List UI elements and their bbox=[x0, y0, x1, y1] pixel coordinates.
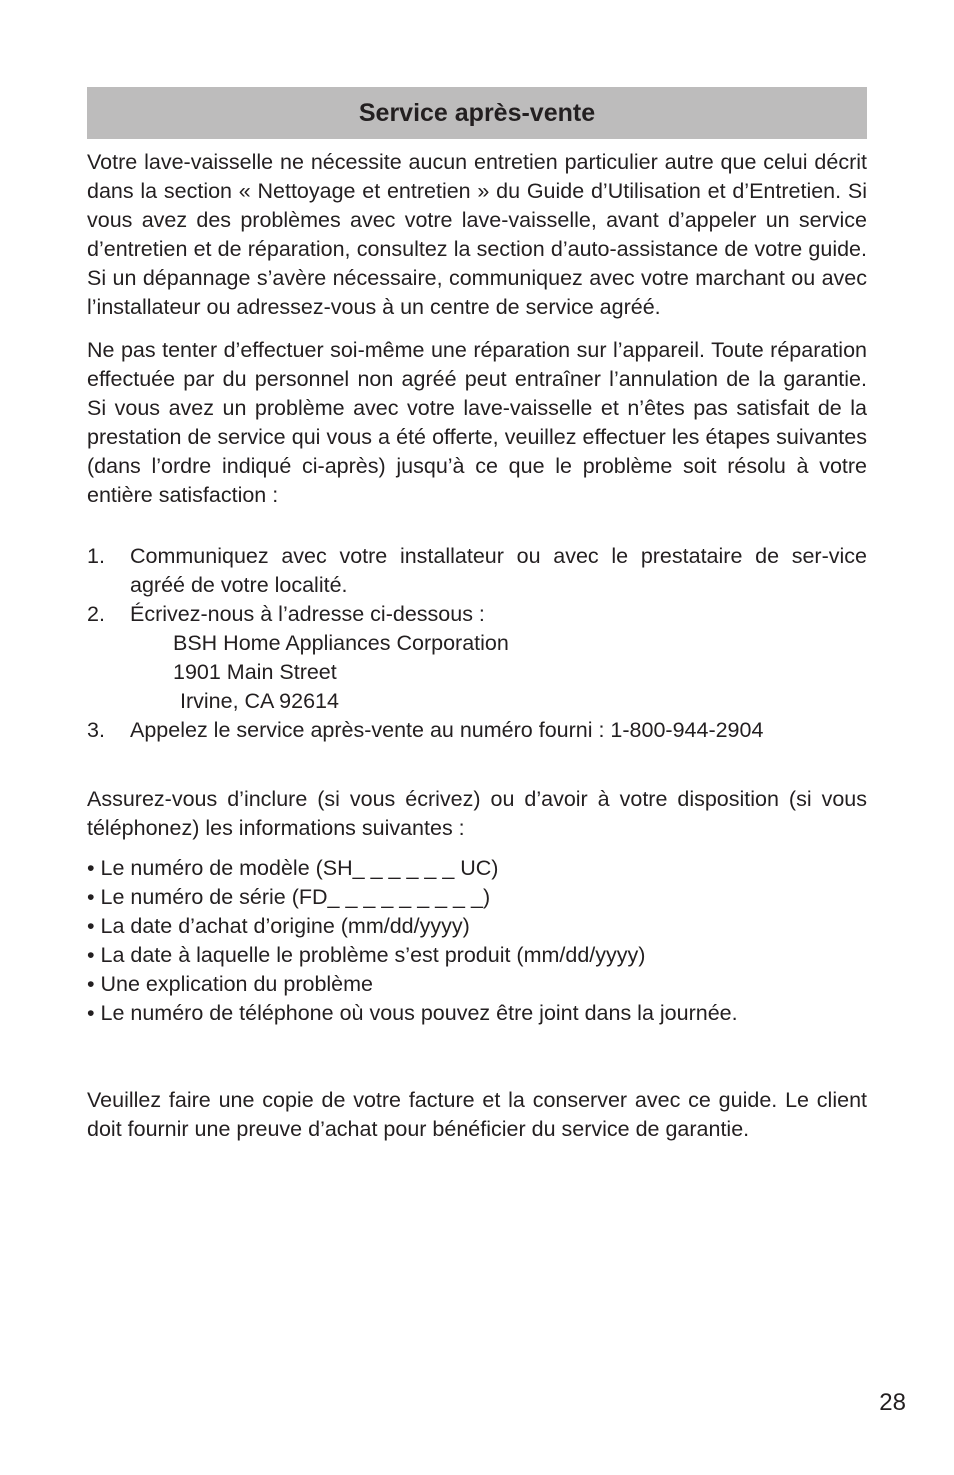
include-paragraph: Assurez-vous d’inclure (si vous écrivez) ou d’avoir à votre disposition (si vous téléphonez) les informations suivantes : bbox=[87, 787, 867, 840]
list-marker: 3. bbox=[87, 718, 105, 742]
warning-paragraph: Ne pas tenter d’effectuer soi-même une réparation sur l’appareil. Toute réparation effectuée par du personnel non agréé peut entraîner l’annulation de la garantie. Si vous avez un problème avec votre lave-vaisselle et n’êtes pas satisfait de la prestation de service qui vous a été offerte, veuillez effectuer les étapes suivantes (dans l’ordre indiqué ci-après) jusqu’à ce que le problème soit résolu à votre entière satisfaction : bbox=[87, 338, 867, 507]
list-item-text: Appelez le service après-vente au numéro fourni : 1-800-944-2904 bbox=[130, 718, 764, 742]
document-page bbox=[87, 87, 867, 1144]
list-item bbox=[87, 600, 867, 629]
bullet-item: • Le numéro de modèle (SH_ _ _ _ _ _ UC) bbox=[87, 856, 499, 880]
bullet-item: • Une explication du problème bbox=[87, 972, 373, 996]
list-item-text: Communiquez avec votre installateur ou avec le prestataire de ser-vice agréé de votre localité. bbox=[130, 544, 867, 597]
address-city: Irvine, CA 92614 bbox=[180, 689, 339, 713]
list-marker: 1. bbox=[87, 544, 105, 568]
closing-paragraph: Veuillez faire une copie de votre facture et la conserver avec ce guide. Le client doit fournir une preuve d’achat pour bénéficier du service de garantie. bbox=[87, 1088, 867, 1141]
list-item bbox=[87, 716, 867, 745]
section-title: Service après-vente bbox=[358, 99, 596, 127]
section-title-bar bbox=[87, 87, 867, 139]
list-item bbox=[87, 542, 867, 600]
address-company: BSH Home Appliances Corporation bbox=[173, 631, 509, 655]
steps-list bbox=[87, 542, 867, 745]
list-marker: 2. bbox=[87, 602, 105, 626]
list-item-text: Écrivez-nous à l’adresse ci-dessous : bbox=[130, 602, 485, 626]
address-street: 1901 Main Street bbox=[173, 660, 337, 684]
info-bullet-list bbox=[87, 854, 867, 1028]
bullet-item: • La date d’achat d’origine (mm/dd/yyyy) bbox=[87, 914, 470, 938]
intro-paragraph: Votre lave-vaisselle ne nécessite aucun entretien particulier autre que celui décrit dans la section « Nettoyage et entretien » du Guide d’Utilisation et d’Entretien. Si vous avez des problèmes avec votre lave-vaisselle, avant d’appeler un service d’entretien et de réparation, consultez la section d’auto-assistance de votre guide. Si un dépannage s’avère nécessaire, communiquez avec votre marchant ou avec l’installateur ou adressez-vous à un centre de service agréé. bbox=[87, 150, 867, 319]
bullet-item: • La date à laquelle le problème s’est produit (mm/dd/yyyy) bbox=[87, 943, 646, 967]
page-number: 28 bbox=[879, 1389, 906, 1416]
bullet-item: • Le numéro de téléphone où vous pouvez être joint dans la journée. bbox=[87, 1001, 738, 1025]
bullet-item: • Le numéro de série (FD_ _ _ _ _ _ _ _ _) bbox=[87, 885, 491, 909]
